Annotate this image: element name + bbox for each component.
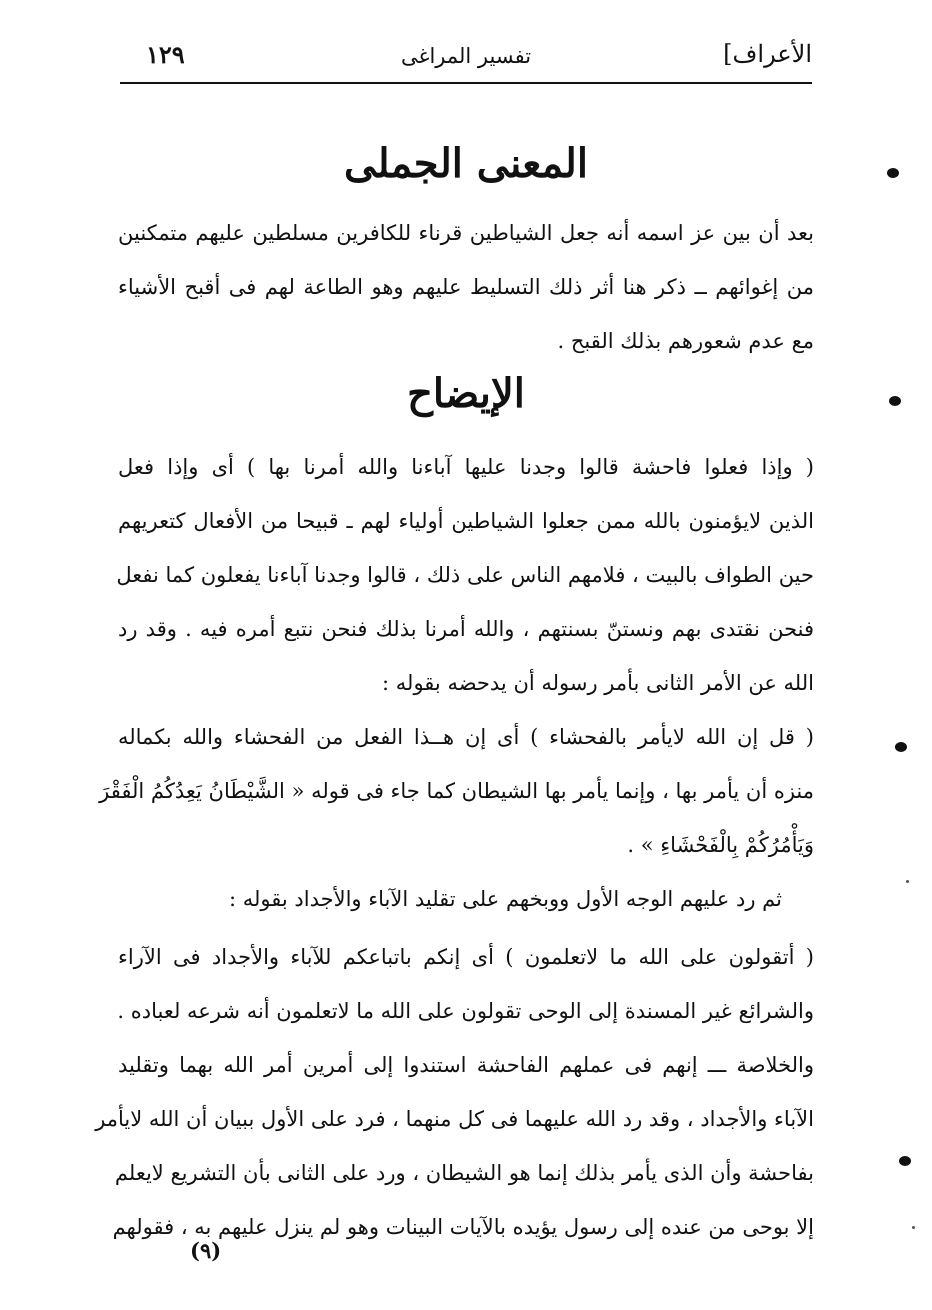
section-heading-summary: المعنى الجملى [344, 140, 588, 187]
text-line: والخلاصة ـــ إنهم فى عملهم الفاحشة استندوا إلى أمرين أمر الله بهما وتقليد [118, 1053, 814, 1077]
paragraph [118, 930, 814, 1038]
text-line: حين الطواف بالبيت ، فلامهم الناس على ذلك ، قالوا وجدنا آباءنا يفعلون كما نفعل [116, 563, 814, 587]
text-line: ثم رد عليهم الوجه الأول ووبخهم على تقليد الآباء والأجداد بقوله : [229, 887, 782, 911]
text-line: من إغوائهم ــ ذكر هنا أثر ذلك التسليط عليهم وهو الطاعة لهم فى أقبح الأشياء [118, 275, 814, 299]
page-number: ١٢٩ [146, 40, 185, 69]
paragraph [99, 710, 814, 872]
text-line: مع عدم شعورهم بذلك القبح . [557, 329, 814, 353]
paragraph [95, 1038, 814, 1254]
scan-speck [906, 880, 909, 883]
scan-speck [912, 1226, 915, 1229]
running-header [120, 40, 812, 80]
text-line: ( قل إن الله لايأمر بالفحشاء ) أى إن هــذا الفعل من الفحشاء والله بكماله [118, 725, 814, 749]
text-line: الآباء والأجداد ، وقد رد الله عليهما فى كل منهما ، فرد على الأول ببيان أن الله لايأمر [95, 1107, 814, 1131]
text-line: الذين لايؤمنون بالله ممن جعلوا الشياطين أولياء لهم ـ قبيحا من الأفعال كتعريهم [118, 509, 814, 533]
text-line: فنحن نقتدى بهم ونستنّ بسنتهم ، والله أمرنا بذلك فنحن نتبع أمره فيه . وقد رد [118, 617, 814, 641]
surah-name: الأعراف] [723, 40, 812, 68]
binding-hole-mark [886, 394, 904, 408]
text-line: ( وإذا فعلوا فاحشة قالوا وجدنا عليها آباءنا والله أمرنا بها ) أى وإذا فعل [118, 455, 814, 479]
paragraph [118, 440, 814, 710]
section-heading-explanation: الإيضاح [407, 370, 525, 417]
text-line: الله عن الأمر الثانى بأمر رسوله أن يدحضه بقوله : [382, 671, 814, 695]
signature-mark: (٩) [190, 1238, 222, 1263]
text-line: وَيَأْمُرُكُمْ بِالْفَحْشَاءِ » . [627, 833, 814, 857]
text-line: إلا بوحى من عنده إلى رسول يؤيده بالآيات البينات وهو لم ينزل عليهم به ، فقولهم [112, 1215, 814, 1239]
text-line: والشرائع غير المسندة إلى الوحى تقولون على الله ما لاتعلمون أنه شرعه لعباده . [117, 999, 814, 1023]
binding-hole-mark [884, 166, 902, 180]
paragraph [118, 872, 782, 926]
header-rule [120, 82, 812, 84]
text-line: منزه أن يأمر بها ، وإنما يأمر بها الشيطان كما جاء فى قوله « الشَّيْطَانُ يَعِدُكُمُ الْفَقْرَ [99, 779, 814, 803]
binding-hole-mark [896, 1154, 914, 1168]
book-title: تفسير المراغى [400, 44, 532, 68]
binding-hole-mark [892, 740, 910, 754]
text-line: ( أتقولون على الله ما لاتعلمون ) أى إنكم باتباعكم للآباء والأجداد فى الآراء [118, 945, 814, 969]
text-line: بعد أن بين عز اسمه أنه جعل الشياطين قرناء للكافرين مسلطين عليهم متمكنين [118, 221, 814, 245]
text-line: بفاحشة وأن الذى يأمر بذلك إنما هو الشيطان ، ورد على الثانى بأن التشريع لايعلم [114, 1161, 814, 1185]
paragraph [118, 206, 814, 368]
